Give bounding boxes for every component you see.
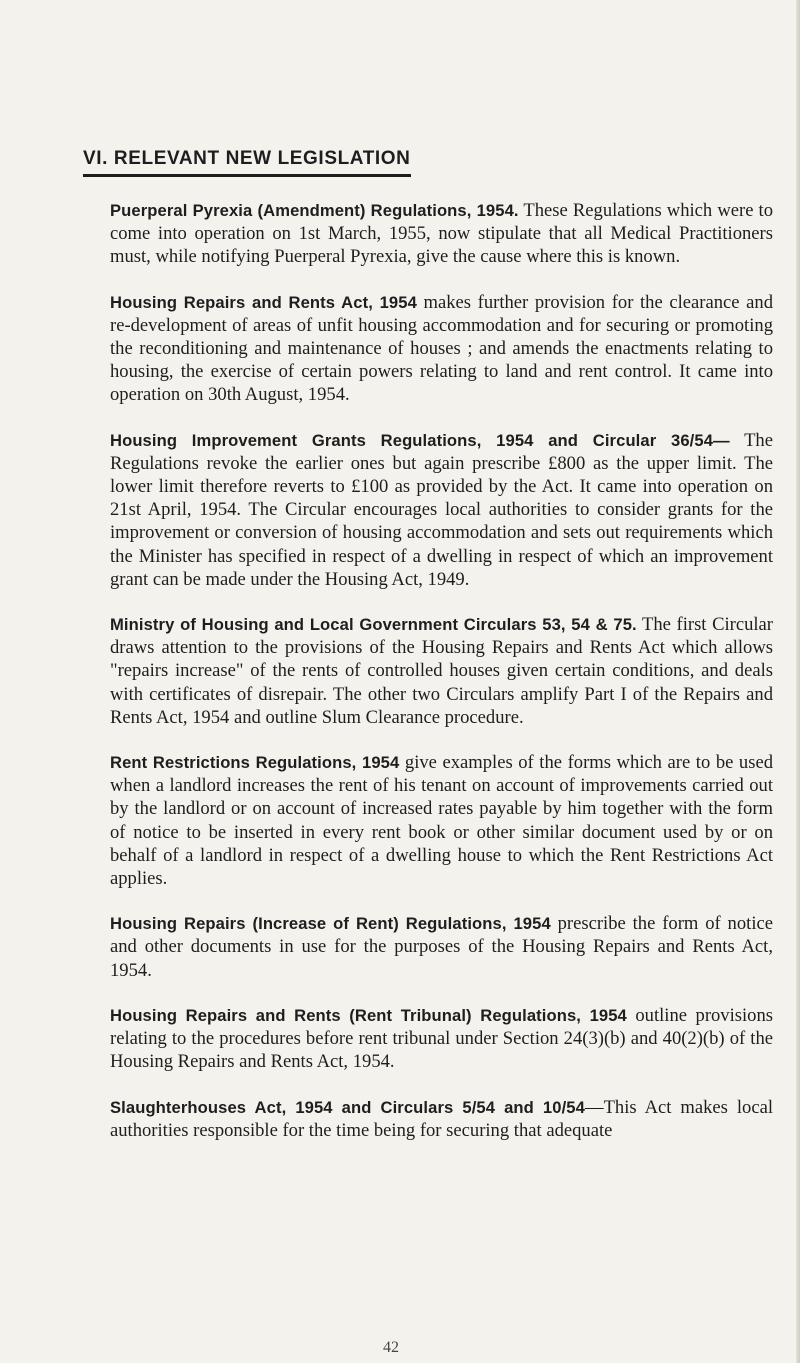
entry-heading: Housing Repairs and Rents (Rent Tribunal) Regulations, 1954 bbox=[110, 1005, 627, 1025]
entry-heading: Housing Improvement Grants Regulations, 1954 and Circular 36/54— bbox=[110, 430, 730, 450]
entry-heading: Housing Repairs (Increase of Rent) Regulations, 1954 bbox=[110, 914, 551, 934]
legislation-entry-rent-tribunal bbox=[110, 1004, 773, 1074]
entry-body: These Regulations which were to come into operation on 1st March, 1955, now stipulate that all Medical Practitioners must, while notifying Puerperal Pyrexia, give the cause where this is known. bbox=[110, 200, 773, 268]
document-page bbox=[83, 148, 773, 1164]
entry-heading: Ministry of Housing and Local Government Circulars 53, 54 & 75. bbox=[110, 615, 637, 635]
legislation-list bbox=[110, 199, 773, 1142]
page-edge-shadow bbox=[796, 0, 800, 1363]
entry-body: makes further provision for the clearance and re-development of areas of unfit housing accommodation and for securing or promoting the reconditioning and maintenance of houses ; and amends the enactments relating to housing, the exercise of certain powers relating to land and rent control. It came into operation on 30th August, 1954. bbox=[110, 291, 773, 406]
entry-heading: Housing Repairs and Rents Act, 1954 bbox=[110, 292, 417, 312]
entry-heading: Puerperal Pyrexia (Amendment) Regulations, 1954. bbox=[110, 201, 519, 220]
page-number: 42 bbox=[383, 1339, 399, 1356]
entry-body: The first Circular draws attention to the provisions of the Housing Repairs and Rents Act which allows "repairs increase" of the rents of controlled houses given certain conditions, and deals with certificates of disrepair. The other two Circulars amplify Part I of the Repairs and Rents Act, 1954 and outline Slum Clearance procedure. bbox=[110, 614, 773, 728]
entry-heading: Slaughterhouses Act, 1954 and Circulars 5/54 and 10/54 bbox=[110, 1097, 585, 1117]
legislation-entry-ministry-circulars bbox=[110, 613, 773, 729]
legislation-entry-increase-of-rent bbox=[110, 912, 773, 982]
entry-body: prescribe the form of notice and other documents in use for the purposes of the Housing Repairs and Rents Act, 1954. bbox=[110, 913, 773, 981]
entry-body: The Regulations revoke the earlier ones but again prescribe £800 as the upper limit. The lower limit therefore reverts to £100 as provided by the Act. It came into operation on 21st April, 1954. The Circular encourages local authorities to consider grants for the improvement or conversion of housing accommodation and sets out requirements which the Minister has specified in respect of a dwelling in respect of which an improvement grant can be made under the Housing Act, 1949. bbox=[110, 429, 773, 590]
entry-body: give examples of the forms which are to be used when a landlord increases the rent of his tenant on account of improvements carried out by the landlord or on account of increased rates payable by him together with the form of notice to be inserted in every rent book or other similar document used by or on behalf of a landlord in respect of a dwelling house to which the Rent Restrictions Act applies. bbox=[110, 752, 774, 890]
legislation-entry-slaughterhouses bbox=[110, 1096, 773, 1142]
legislation-entry-housing-repairs-act bbox=[110, 291, 773, 407]
entry-body: —This Act makes local authorities responsible for the time being for securing that adequate bbox=[110, 1096, 773, 1141]
entry-body: outline provisions relating to the procedures before rent tribunal under Section 24(3)(b) and 40(2)(b) of the Housing Repairs and Rents Act, 1954. bbox=[110, 1004, 773, 1073]
legislation-entry-puerperal-pyrexia bbox=[110, 199, 773, 269]
entry-heading: Rent Restrictions Regulations, 1954 bbox=[110, 753, 400, 773]
legislation-entry-rent-restrictions bbox=[110, 751, 773, 890]
legislation-entry-improvement-grants bbox=[110, 429, 773, 591]
section-title: VI. RELEVANT NEW LEGISLATION bbox=[83, 148, 411, 177]
